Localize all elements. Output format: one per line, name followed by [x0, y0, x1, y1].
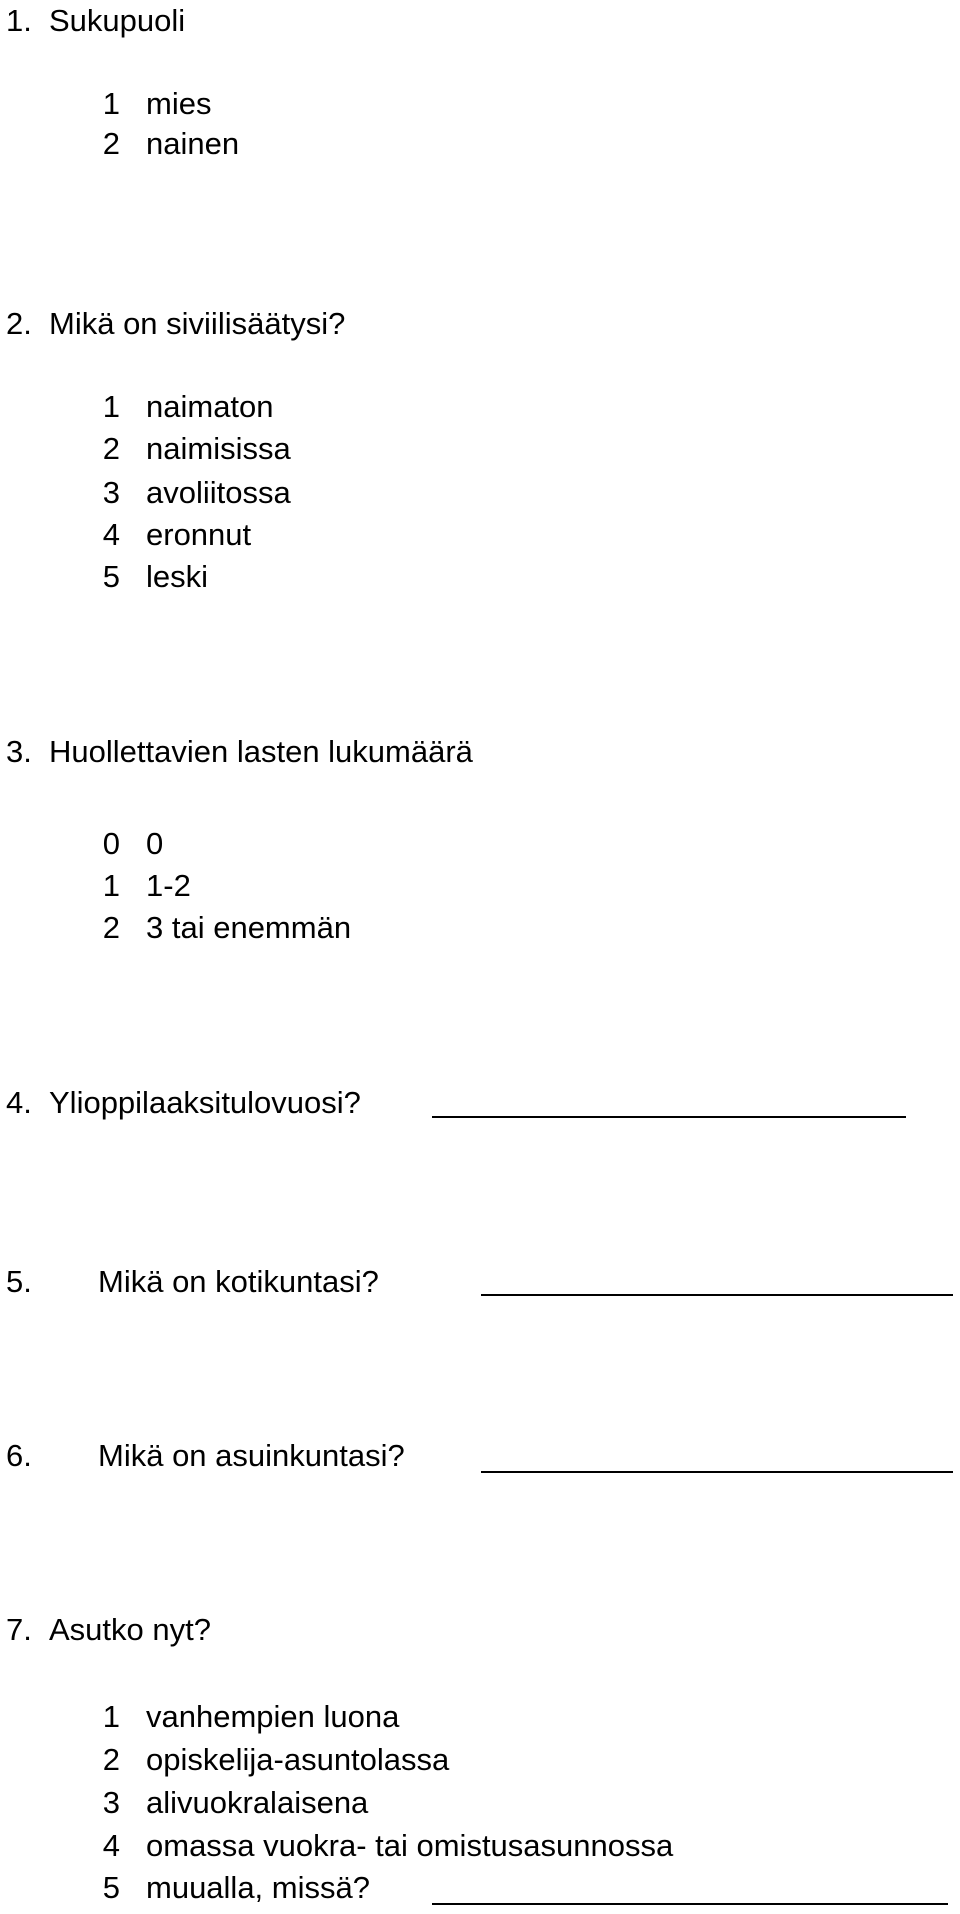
- answer-line-7-other[interactable]: [432, 1903, 948, 1905]
- option-label: avoliitossa: [146, 475, 291, 510]
- option-code: 1: [102, 1699, 120, 1734]
- option-code: 5: [102, 559, 120, 594]
- question-5-number: 5.: [6, 1264, 32, 1299]
- question-1-number: 1.: [6, 3, 32, 38]
- option-code: 4: [102, 1828, 120, 1863]
- option-label: nainen: [146, 126, 240, 161]
- option-code: 3: [102, 1785, 120, 1820]
- option-label: omassa vuokra- tai omistusasunnossa: [146, 1828, 674, 1863]
- question-3-text: Huollettavien lasten lukumäärä: [49, 734, 473, 769]
- option-code: 2: [102, 126, 120, 161]
- question-7-text: Asutko nyt?: [49, 1612, 211, 1647]
- option-code: 0: [102, 826, 120, 861]
- option-code: 2: [102, 431, 120, 466]
- option-label: 1-2: [146, 868, 191, 903]
- answer-line-5[interactable]: [481, 1294, 953, 1296]
- option-label: leski: [146, 559, 209, 594]
- option-label: vanhempien luona: [146, 1699, 400, 1734]
- question-5-text: Mikä on kotikuntasi?: [98, 1264, 379, 1299]
- question-3-number: 3.: [6, 734, 32, 769]
- question-1-text: Sukupuoli: [49, 3, 186, 38]
- option-code: 2: [102, 910, 120, 945]
- option-code: 5: [102, 1870, 120, 1905]
- question-6-number: 6.: [6, 1438, 32, 1473]
- option-label: mies: [146, 86, 212, 121]
- option-code: 1: [102, 86, 120, 121]
- option-label: naimisissa: [146, 431, 291, 466]
- option-label: opiskelija-asuntolassa: [146, 1742, 450, 1777]
- option-label: alivuokralaisena: [146, 1785, 369, 1820]
- answer-line-6[interactable]: [481, 1471, 953, 1473]
- option-code: 2: [102, 1742, 120, 1777]
- option-code: 4: [102, 517, 120, 552]
- question-7-number: 7.: [6, 1612, 32, 1647]
- option-code: 1: [102, 389, 120, 424]
- option-code: 3: [102, 475, 120, 510]
- option-label: naimaton: [146, 389, 274, 424]
- question-6-text: Mikä on asuinkuntasi?: [98, 1438, 405, 1473]
- option-label: eronnut: [146, 517, 252, 552]
- question-2-text: Mikä on siviilisäätysi?: [49, 306, 346, 341]
- question-4-number: 4.: [6, 1085, 32, 1120]
- option-label: muualla, missä?: [146, 1870, 370, 1905]
- question-4-text: Ylioppilaaksitulovuosi?: [49, 1085, 361, 1120]
- answer-line-4[interactable]: [432, 1116, 906, 1118]
- option-label: 3 tai enemmän: [146, 910, 352, 945]
- question-2-number: 2.: [6, 306, 32, 341]
- option-code: 1: [102, 868, 120, 903]
- option-label: 0: [146, 826, 164, 861]
